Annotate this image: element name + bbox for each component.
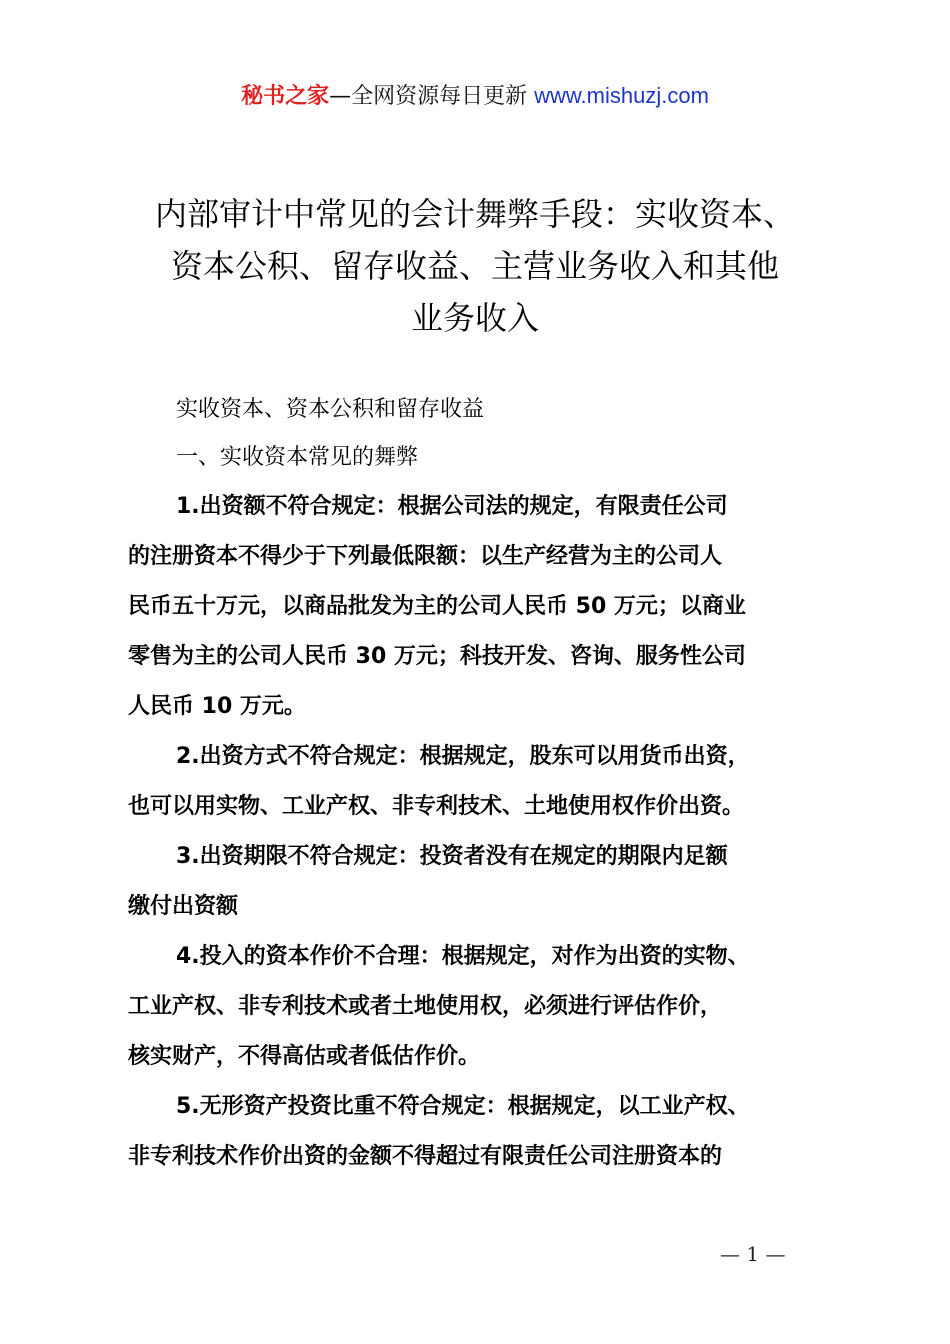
subheading: 一、实收资本常见的舞弊 bbox=[176, 445, 419, 470]
paragraph-line: 民币五十万元，以商品批发为主的公司人民币 50 万元；以商业 bbox=[128, 594, 746, 619]
section-heading: 实收资本、资本公积和留存收益 bbox=[176, 397, 485, 422]
paragraph-4 bbox=[128, 932, 838, 1082]
paragraph-5 bbox=[128, 1082, 838, 1182]
paragraph-line: 零售为主的公司人民币 30 万元；科技开发、咨询、服务性公司 bbox=[128, 644, 746, 669]
site-banner bbox=[0, 80, 950, 113]
paragraph-line: 人民币 10 万元。 bbox=[128, 694, 306, 719]
banner-tagline: —全网资源每日更新 bbox=[329, 84, 535, 109]
paragraph-line: 的注册资本不得少于下列最低限额：以生产经营为主的公司人 bbox=[128, 544, 723, 569]
paragraph-line: 2.出资方式不符合规定：根据规定，股东可以用货币出资， bbox=[176, 744, 750, 769]
paragraph-1 bbox=[128, 482, 838, 732]
paragraph-line: 非专利技术作价出资的金额不得超过有限责任公司注册资本的 bbox=[128, 1144, 723, 1169]
paragraph-line: 核实财产，不得高估或者低估作价。 bbox=[128, 1044, 481, 1069]
paragraph-line: 缴付出资额 bbox=[128, 894, 239, 919]
page-number: — 1 — bbox=[720, 1242, 786, 1266]
title-line: 业务收入 bbox=[410, 299, 539, 337]
site-url-link[interactable]: www.mishuzj.com bbox=[534, 83, 709, 108]
document-body bbox=[128, 386, 838, 1182]
paragraph-line: 工业产权、非专利技术或者土地使用权，必须进行评估作价， bbox=[128, 994, 723, 1019]
document-title bbox=[100, 188, 850, 344]
paragraph-3 bbox=[128, 832, 838, 932]
title-line: 资本公积、留存收益、主营业务收入和其他 bbox=[170, 247, 779, 285]
paragraph-line: 也可以用实物、工业产权、非专利技术、土地使用权作价出资。 bbox=[128, 794, 745, 819]
title-line: 内部审计中常见的会计舞弊手段：实收资本、 bbox=[154, 195, 795, 233]
paragraph-line: 4.投入的资本作价不合理：根据规定，对作为出资的实物、 bbox=[176, 944, 750, 969]
paragraph-line: 5.无形资产投资比重不符合规定：根据规定，以工业产权、 bbox=[176, 1094, 750, 1119]
paragraph-line: 1.出资额不符合规定：根据公司法的规定，有限责任公司 bbox=[176, 494, 728, 519]
paragraph-line: 3.出资期限不符合规定：投资者没有在规定的期限内足额 bbox=[176, 844, 728, 869]
brand-name: 秘书之家 bbox=[241, 84, 330, 109]
paragraph-2 bbox=[128, 732, 838, 832]
